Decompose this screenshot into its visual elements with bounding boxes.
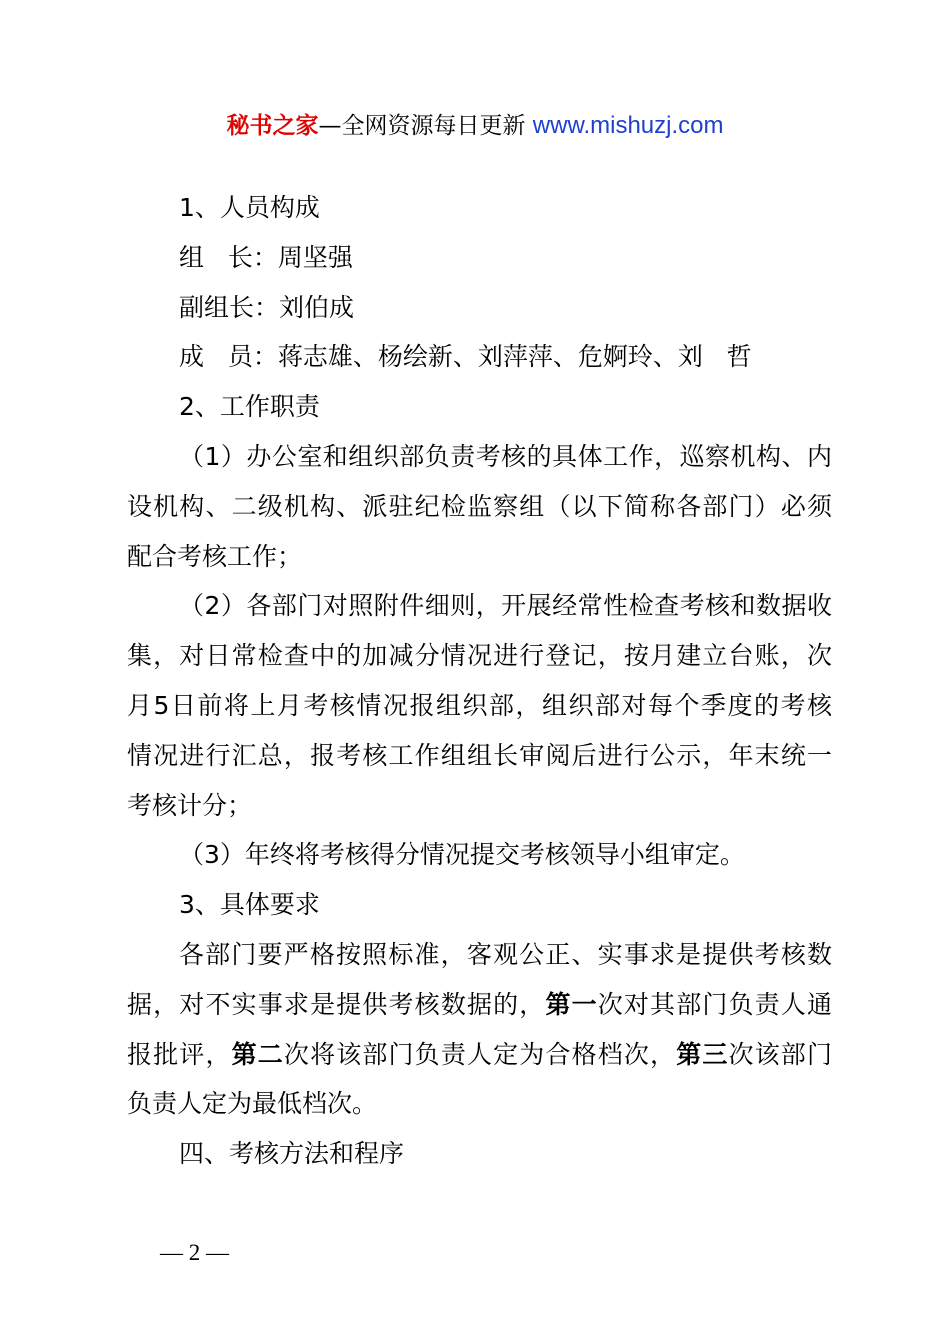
site-slogan: —全网资源每日更新 — [318, 113, 533, 139]
duty-2-line-1: （2）各部门对照附件细则，开展经常性检查考核和数据收 — [179, 591, 832, 621]
emphasis-first: 第一 — [545, 989, 598, 1019]
duty-2-line-2: 集，对日常检查中的加减分情况进行登记，按月建立台账，次 — [127, 641, 832, 671]
requirement-line-1: 各部门要严格按照标准，客观公正、实事求是提供考核数 — [179, 939, 832, 969]
requirement-line-2 — [127, 980, 832, 1030]
requirement-text: 次对其部门负责人通 — [597, 989, 832, 1019]
page-number: — 2 — — [160, 1240, 229, 1265]
emphasis-second: 第二 — [231, 1039, 284, 1069]
group-leader-line: 组 长：周坚强 — [179, 242, 353, 272]
document-body — [127, 183, 832, 1179]
duty-2-line-5: 考核计分； — [127, 790, 253, 820]
emphasis-third: 第三 — [676, 1039, 729, 1069]
site-brand: 秘书之家 — [226, 113, 319, 139]
duty-1-line-2: 设机构、二级机构、派驻纪检监察组（以下简称各部门）必须 — [127, 491, 832, 521]
duty-2-line-3: 月5日前将上月考核情况报组织部，组织部对每个季度的考核 — [127, 690, 832, 720]
requirement-text: 报批评， — [127, 1039, 232, 1069]
requirement-text: 据，对不实事求是提供考核数据的， — [127, 989, 546, 1019]
section-heading-duties: 2、工作职责 — [179, 392, 320, 422]
section-heading-methods: 四、考核方法和程序 — [179, 1139, 405, 1169]
site-url-link[interactable]: www.mishuzj.com — [532, 112, 724, 139]
members-line: 成 员：蒋志雄、杨绘新、刘萍萍、危婀玲、刘 哲 — [179, 342, 752, 372]
duty-2-line-4: 情况进行汇总，报考核工作组组长审阅后进行公示，年末统一 — [127, 740, 832, 770]
duty-3: （3）年终将考核得分情况提交考核领导小组审定。 — [179, 840, 745, 870]
requirement-text: 次该部门 — [728, 1039, 832, 1069]
requirement-line-4: 负责人定为最低档次。 — [127, 1089, 378, 1119]
requirement-line-3 — [127, 1030, 832, 1080]
duty-1-line-3: 配合考核工作； — [127, 541, 303, 571]
section-heading-requirements: 3、具体要求 — [179, 890, 320, 920]
duty-1-line-1: （1）办公室和组织部负责考核的具体工作，巡察机构、内 — [179, 441, 832, 471]
deputy-leader-line: 副组长：刘伯成 — [179, 292, 355, 322]
site-banner — [0, 110, 950, 142]
section-heading-personnel: 1、人员构成 — [179, 193, 320, 222]
requirement-text: 次将该部门负责人定为合格档次， — [283, 1039, 677, 1069]
